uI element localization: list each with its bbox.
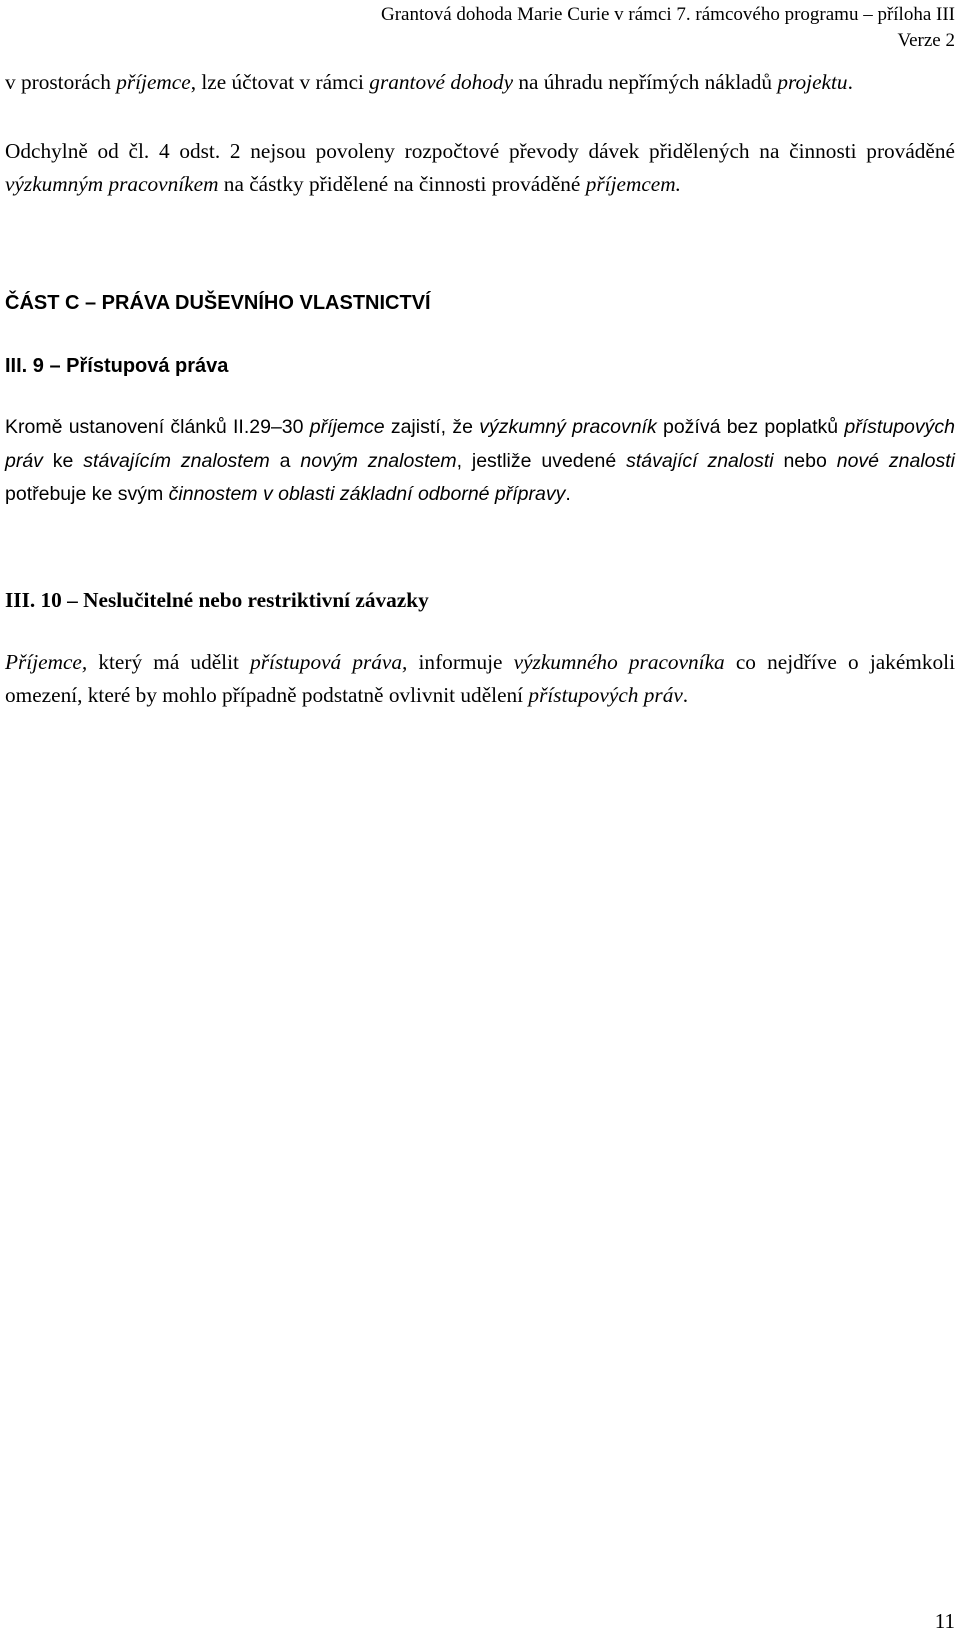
paragraph-indirect-costs: v prostorách příjemce, lze účtovat v rámci grantové dohody na úhradu nepřímých nákladů projektu. [5,70,853,94]
paragraph-budget-transfers: Odchylně od čl. 4 odst. 2 nejsou povoleny rozpočtové převody dávek přidělených na činnosti prováděné výzkumným pracovníkem na částky přidělené na činnosti prováděné příjemcem. [5,139,955,196]
paragraph-access-rights: Kromě ustanovení článků II.29–30 příjemce zajistí, že výzkumný pracovník požívá bez poplatků přístupových práv ke stávajícím znalostem a novým znalostem, jestliže uvedené stávající znalosti nebo nové znalosti potřebuje ke svým činnostem v oblasti základní odborné přípravy. [5,416,956,505]
part-c-heading: ČÁST C – PRÁVA DUŠEVNÍHO VLASTNICTVÍ [5,292,431,314]
header-version: Verze 2 [897,30,955,51]
paragraph-restrictive-obligations: Příjemce, který má udělit přístupová práva, informuje výzkumného pracovníka co nejdříve o jakémkoli omezení, které by mohlo případně podstatně ovlivnit udělení přístupových práv. [5,650,955,707]
header-title: Grantová dohoda Marie Curie v rámci 7. rámcového programu – příloha III [380,4,955,25]
section-9-heading: III. 9 – Přístupová práva [5,355,229,377]
section-10-heading: III. 10 – Neslučitelné nebo restriktivní závazky [5,588,429,612]
page-header [381,2,955,54]
page-number: 11 [934,1609,955,1633]
